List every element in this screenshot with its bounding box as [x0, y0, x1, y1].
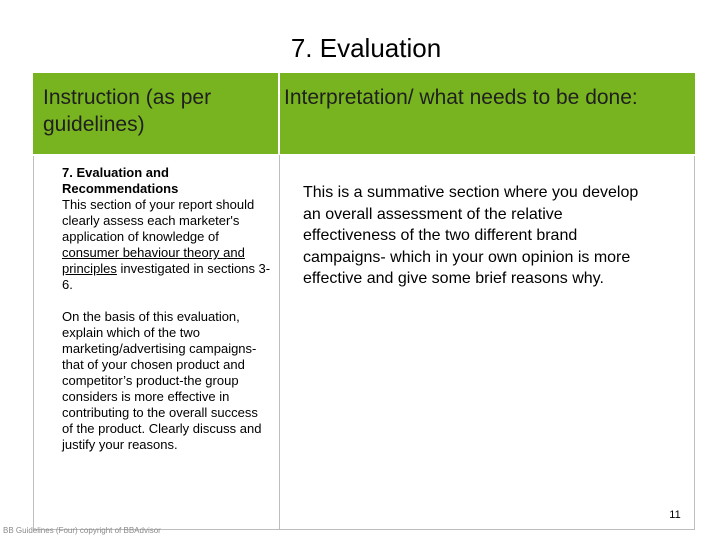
instruction-text-a: This section of your report should clearly assess each marketer's application of knowledge of [62, 197, 255, 244]
footer-copyright: BB Guidelines (Four) copyright of BBAdvisor [3, 526, 161, 535]
interpretation-cell: This is a summative section where you develop an overall assessment of the relative effectiveness of the two different brand campaigns- which in your own opinion is more effective and give some brief reasons why. [303, 184, 639, 287]
table-header-row [33, 73, 695, 156]
instruction-paragraph-2: On the basis of this evaluation, explain which of the two marketing/advertising campaigns- that of your chosen product and competitor’s product-the group considers is more effective in contributing to the overall success of the product. Clearly discuss and justify your reasons. [62, 309, 262, 452]
header-interpretation: Interpretation/ what needs to be done: [284, 86, 638, 109]
page-number: 11 [669, 509, 681, 521]
slide-title: 7. Evaluation [290, 33, 442, 63]
consumer-behaviour-link[interactable]: consumer behaviour theory and principles [62, 245, 245, 276]
instruction-cell [62, 165, 272, 453]
instruction-text-b: investigated in sections 3-6. [62, 261, 271, 292]
column-divider [279, 155, 280, 530]
instruction-heading: 7. Evaluation and Recommendations [62, 165, 179, 196]
header-instruction: Instruction (as per guidelines) [43, 86, 212, 136]
header-divider [278, 73, 280, 154]
instruction-paragraph-1 [62, 197, 272, 293]
